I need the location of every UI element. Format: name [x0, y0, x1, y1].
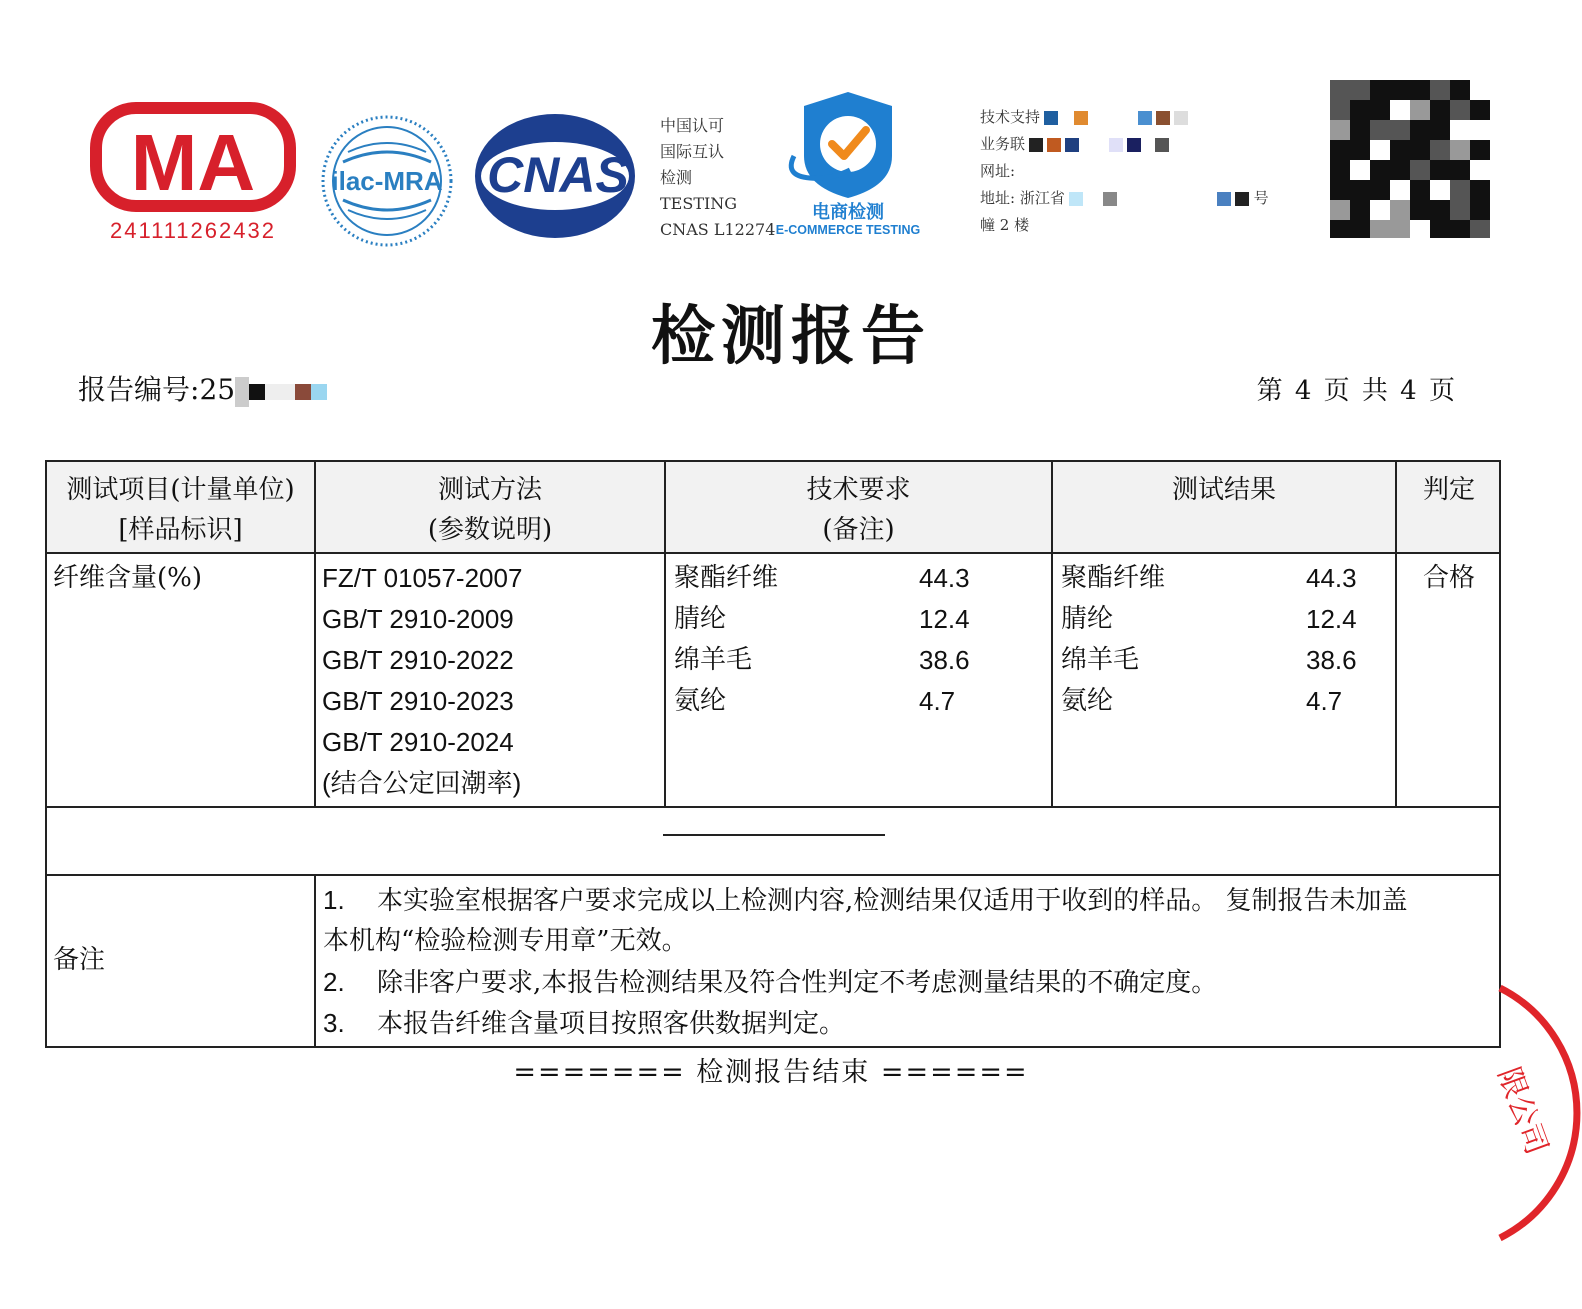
qr-module	[1430, 200, 1450, 220]
result-item: 聚酯纤维 44.3	[1061, 563, 1357, 593]
ecommerce-en-text: E-COMMERCE TESTING	[775, 223, 921, 237]
qr-module	[1350, 140, 1370, 160]
qr-module	[1350, 160, 1370, 180]
qr-module	[1370, 120, 1390, 140]
qr-module	[1330, 100, 1350, 120]
qr-module	[1390, 220, 1410, 238]
qr-module	[1350, 80, 1370, 100]
qr-module	[1390, 100, 1410, 120]
qr-module	[1450, 180, 1470, 200]
cnas-caption-line: TESTING	[660, 194, 738, 213]
cnas-caption	[660, 113, 775, 243]
report-number-value: 25	[199, 373, 236, 406]
qr-module	[1370, 100, 1390, 120]
qr-module	[1350, 220, 1370, 238]
qr-module	[1390, 140, 1410, 160]
ilac-text: ilac-MRA	[331, 166, 443, 196]
result-item: 氨纶 4.7	[1061, 686, 1343, 716]
page-indicator: 第 4 页 共 4 页	[1256, 376, 1457, 406]
qr-module	[1410, 80, 1430, 100]
qr-module	[1350, 100, 1370, 120]
qr-module	[1330, 180, 1350, 200]
cnas-caption-line: CNAS L12274	[660, 220, 776, 239]
qr-module	[1390, 200, 1410, 220]
section-divider	[663, 834, 885, 836]
qr-module	[1430, 140, 1450, 160]
qr-module	[1470, 120, 1490, 140]
remark-item: 3. 本报告纤维含量项目按照客供数据判定。	[323, 1008, 846, 1039]
report-table	[45, 460, 1501, 1048]
contact-line: 地址: 浙江省	[980, 189, 1065, 207]
qr-module	[1470, 160, 1490, 180]
qr-module	[1430, 100, 1450, 120]
qr-module	[1370, 80, 1390, 100]
qr-module	[1430, 220, 1450, 238]
qr-module	[1350, 200, 1370, 220]
cnas-text: CNAS	[487, 147, 629, 203]
contact-line: 网址:	[980, 162, 1016, 180]
result-item: 绵羊毛 38.6	[1061, 645, 1357, 675]
requirement-list	[674, 558, 974, 722]
qr-module	[1330, 160, 1350, 180]
seal-text: 限公司	[1490, 1062, 1555, 1160]
qr-module	[1450, 140, 1470, 160]
method-item: GB/T 2910-2009	[322, 604, 514, 634]
requirement-item: 腈纶 12.4	[674, 604, 970, 634]
qr-module	[1330, 140, 1350, 160]
page-title: 检测报告	[651, 299, 931, 374]
qr-module	[1430, 80, 1450, 100]
result-list	[1061, 558, 1361, 722]
qr-module	[1390, 80, 1410, 100]
remark-item: 本机构“检验检测专用章”无效。	[323, 926, 688, 956]
cma-logo	[90, 100, 300, 250]
qr-module	[1410, 120, 1430, 140]
qr-module	[1470, 220, 1490, 238]
qr-module	[1470, 100, 1490, 120]
qr-module	[1450, 220, 1470, 238]
qr-module	[1410, 200, 1430, 220]
requirement-item: 绵羊毛 38.6	[674, 645, 970, 675]
header-test-method: 测试方法 (参数说明)	[427, 475, 553, 545]
ecommerce-testing-logo	[770, 86, 930, 242]
qr-module	[1350, 180, 1370, 200]
qr-module	[1410, 160, 1430, 180]
cma-text: MA	[130, 118, 256, 207]
qr-module	[1330, 200, 1350, 220]
header-judgement: 判定	[1422, 475, 1475, 505]
ilac-mra-logo	[318, 112, 456, 250]
qr-module	[1430, 160, 1450, 180]
qr-module	[1410, 180, 1430, 200]
method-item: GB/T 2910-2022	[322, 645, 514, 675]
method-item: FZ/T 01057-2007	[322, 563, 523, 593]
qr-module	[1450, 100, 1470, 120]
cnas-caption-line: 中国认可	[660, 116, 725, 135]
qr-module	[1410, 140, 1430, 160]
qr-module	[1450, 160, 1470, 180]
contact-line: 幢 2 楼	[980, 216, 1030, 234]
qr-module	[1470, 140, 1490, 160]
ecommerce-cn-text: 电商检测	[812, 202, 884, 223]
remark-item: 2. 除非客户要求,本报告检测结果及符合性判定不考虑测量结果的不确定度。	[323, 967, 1218, 998]
qr-module	[1370, 160, 1390, 180]
contact-line: 技术支持	[980, 108, 1041, 126]
qr-module	[1470, 80, 1490, 100]
method-item: GB/T 2910-2024	[322, 727, 514, 757]
qr-module	[1390, 120, 1410, 140]
judgement-value: 合格	[1422, 563, 1475, 593]
qr-module	[1350, 120, 1370, 140]
qr-module	[1390, 180, 1410, 200]
qr-module	[1370, 140, 1390, 160]
qr-module	[1330, 80, 1350, 100]
qr-module	[1390, 160, 1410, 180]
qr-module	[1370, 180, 1390, 200]
method-list	[322, 558, 522, 804]
qr-module	[1410, 220, 1430, 238]
qr-module	[1470, 180, 1490, 200]
test-item: 纤维含量(%)	[53, 563, 202, 593]
qr-module	[1370, 200, 1390, 220]
report-number	[78, 368, 327, 408]
result-item: 腈纶 12.4	[1061, 604, 1357, 634]
qr-module	[1370, 220, 1390, 238]
qr-module	[1330, 220, 1350, 238]
qr-module	[1470, 200, 1490, 220]
remarks-label: 备注	[53, 945, 106, 975]
cma-number: 241111262432	[110, 218, 276, 243]
header-requirement: 技术要求 (备注)	[806, 475, 911, 545]
qr-module	[1450, 80, 1470, 100]
method-item: (结合公定回潮率)	[322, 768, 522, 798]
contact-line: 业务联	[980, 135, 1026, 153]
address-suffix: 号	[1253, 189, 1269, 207]
qr-module	[1450, 200, 1470, 220]
cnas-caption-line: 检测	[660, 168, 693, 187]
contact-info	[980, 104, 1269, 239]
company-seal-stamp	[1480, 980, 1582, 1250]
header-test-item: 测试项目(计量单位) [样品标识]	[66, 475, 295, 545]
qr-module	[1410, 100, 1430, 120]
qr-module	[1450, 120, 1470, 140]
qr-code	[1330, 80, 1490, 238]
cnas-logo	[470, 110, 648, 242]
report-end-marker: ======= 检测报告结束 ======	[513, 1057, 1029, 1088]
header-result: 测试结果	[1171, 475, 1276, 505]
qr-module	[1430, 120, 1450, 140]
remark-item: 1. 本实验室根据客户要求完成以上检测内容,检测结果仅适用于收到的样品。 复制报告未加盖	[323, 885, 1408, 916]
requirement-item: 聚酯纤维 44.3	[674, 563, 970, 593]
report-number-label: 报告编号:	[78, 373, 200, 406]
qr-module	[1330, 120, 1350, 140]
qr-module	[1430, 180, 1450, 200]
method-item: GB/T 2910-2023	[322, 686, 514, 716]
requirement-item: 氨纶 4.7	[674, 686, 956, 716]
cnas-caption-line: 国际互认	[660, 142, 725, 161]
